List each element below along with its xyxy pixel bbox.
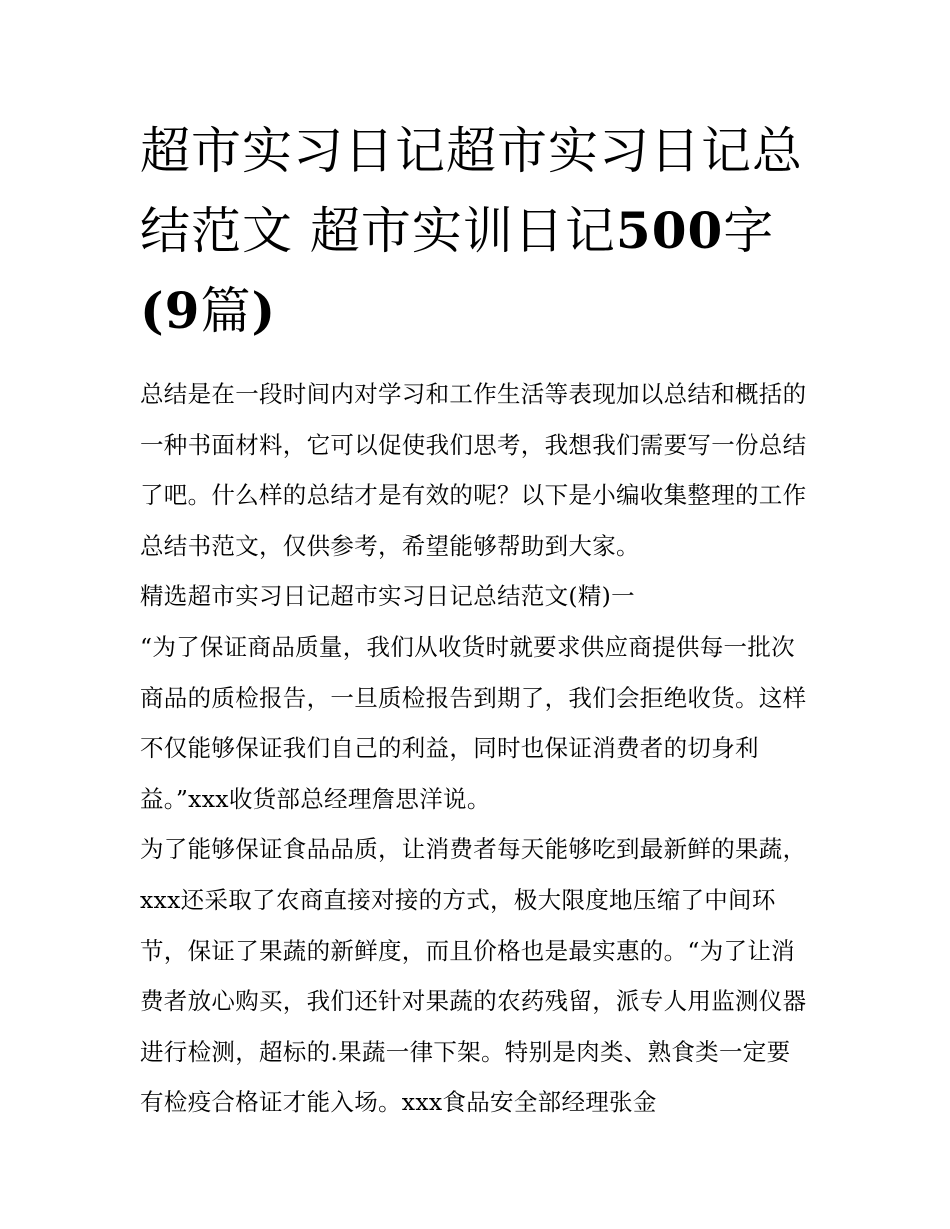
paragraph-quote-receiving: “为了保证商品质量，我们从收货时就要求供应商提供每一批次商品的质检报告，一旦质检报告到期了，我们会拒绝收货。这样不仅能够保证我们自己的利益，同时也保证消费者的切身利益。”xxx收货部总经理詹思洋说。 [140,632,807,813]
paragraph-section-heading: 精选超市实习日记超市实习日记总结范文(精)一 [140,582,635,611]
paragraph-food-quality: 为了能够保证食品品质，让消费者每天能够吃到最新鲜的果蔬，xxx还采取了农商直接对接的方式，极大限度地压缩了中间环节，保证了果蔬的新鲜度，而且价格也是最实惠的。“为了让消费者放心购买，我们还针对果蔬的农药残留，派专人用监测仪器进行检测，超标的.果蔬一律下架。特别是肉类、熟食类一定要有检疫合格证才能入场。xxx食品安全部经理张金 [140,835,807,1117]
paragraph-intro: 总结是在一段时间内对学习和工作生活等表现加以总结和概括的一种书面材料，它可以促使我们思考，我想我们需要写一份总结了吧。什么样的总结才是有效的呢？以下是小编收集整理的工作总结书范文，仅供参考，希望能够帮助到大家。 [140,380,807,560]
document-content [140,112,812,1128]
document-title: 超市实习日记超市实习日记总结范文 超市实训日记500字(9篇) [140,122,803,340]
